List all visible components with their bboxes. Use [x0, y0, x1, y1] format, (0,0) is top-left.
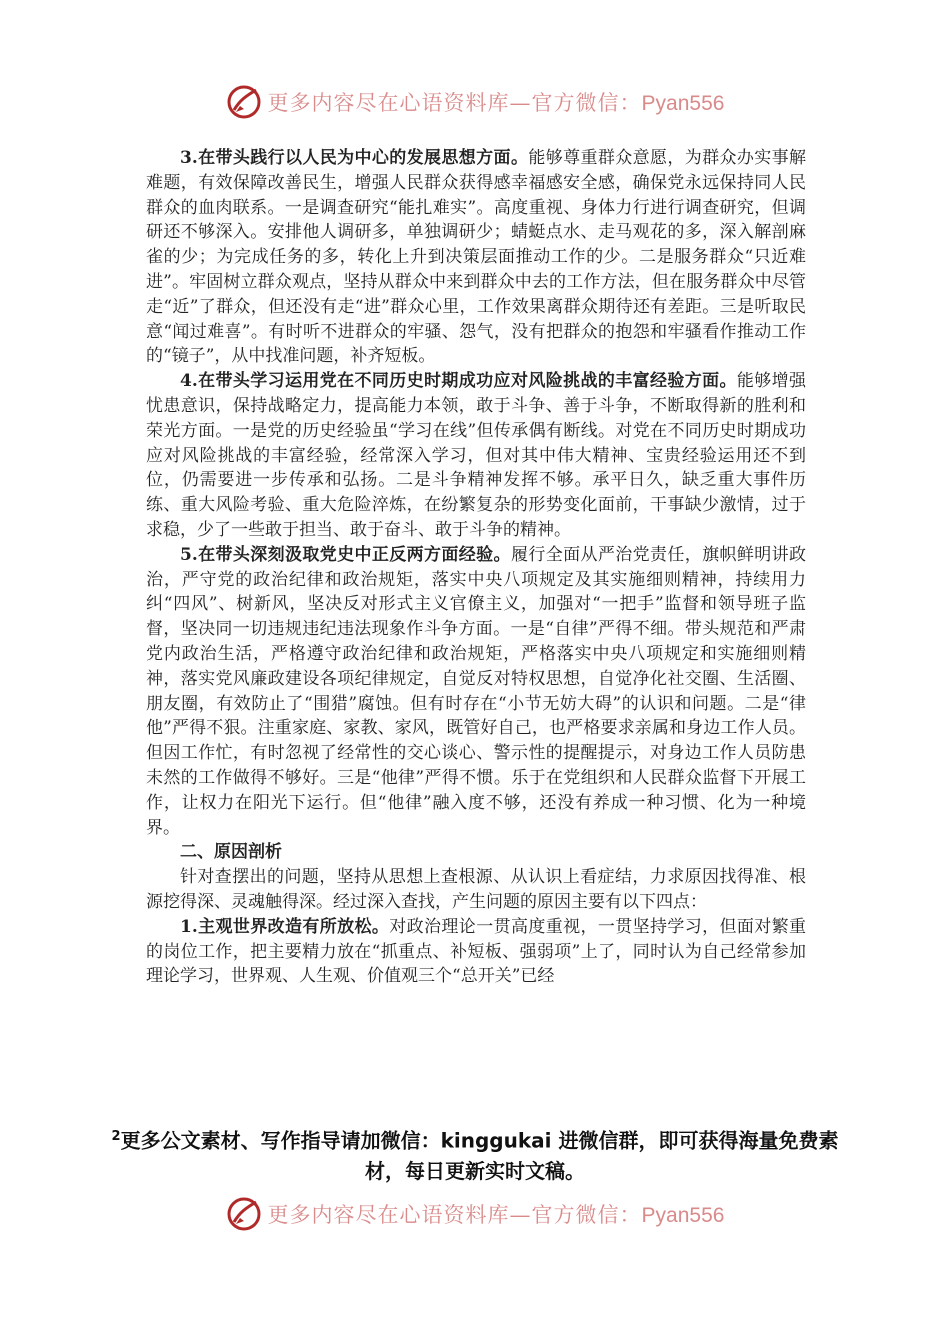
paragraph-item-3 [146, 146, 806, 369]
paragraph-lead: 5.在带头深刻汲取党史中正反两方面经验。 [180, 544, 511, 565]
cause-item-1 [146, 915, 806, 989]
footer-banner-wechat: Pyan556 [641, 1204, 725, 1227]
header-banner-text [268, 87, 725, 117]
footer-banner-label: 更多内容尽在心语资料库—官方微信： [267, 1203, 642, 1227]
section-intro: 针对查摆出的问题，坚持从思想上查根源、从认识上看症结，力求原因找得准、根源挖得深、灵魂触得深。经过深入查找，产生问题的原因主要有以下四点： [146, 867, 806, 912]
brush-logo-icon [226, 1196, 262, 1232]
section-heading: 二、原因剖析 [180, 842, 282, 863]
header-banner-wechat: Pyan556 [641, 92, 725, 115]
header-banner [0, 80, 950, 124]
paragraph-text: 履行全面从严治党责任，旗帜鲜明讲政治，严守党的政治纪律和政治规矩，落实中央八项规定及其实施细则精神，持续用力纠“四风”、树新风，坚决反对形式主义官僚主义，加强对“一把手”监督和领导班子监督，坚决同一切违规违纪违法现象作斗争方面。一是“自律”严得不细。带头规范和严肃党内政治生活，严格遵守政治纪律和政治规矩，严格落实中央八项规定和实施细则精神，落实党风廉政建设各项纪律规定，自觉反对特权思想，自觉净化社交圈、生活圈、朋友圈，有效防止了“围猎”腐蚀。但有时存在“小节无妨大碍”的认识和问题。二是“律他”严得不狠。注重家庭、家教、家风，既管好自己，也严格要求亲属和身边工作人员。但因工作忙，有时忽视了经常性的交心谈心、警示性的提醒提示，对身边工作人员防患未然的工作做得不够好。三是“他律”严得不惯。乐于在党组织和人民群众监督下开展工作，让权力在阳光下运行。但“他律”融入度不够，还没有养成一种习惯、化为一种境界。 [146, 544, 807, 838]
paragraph-lead: 3.在带头践行以人民为中心的发展思想方面。 [180, 148, 529, 168]
paragraph-text: 能够尊重群众意愿，为群众办实事解难题，有效保障改善民生，增强人民群众获得感幸福感安全感，确保党永远保持同人民群众的血肉联系。一是调查研究“能扎难实”。高度重视、身体力行进行调查研究，但调研还不够深入。安排他人调研多，单独调研少；蜻蜓点水、走马观花的多，深入解剖麻雀的少；为完成任务的多，转化上升到决策层面推动工作的少。二是服务群众“只近难进”。牢固树立群众观点，坚持从群众中来到群众中去的工作方法，但在服务群众中尽管走“近”了群众，但还没有走“进”群众心里，工作效果离群众期待还有差距。三是听取民意“闻过难喜”。有时听不进群众的牢骚、怨气，没有把群众的抱怨和牢骚看作推动工作的“镜子”，从中找准问题，补齐短板。 [146, 148, 807, 367]
document-body [146, 146, 806, 989]
page-number: 2 [111, 1129, 121, 1144]
paragraph-lead: 4.在带头学习运用党在不同历史时期成功应对风险挑战的丰富经验方面。 [180, 371, 737, 392]
header-banner-label: 更多内容尽在心语资料库—官方微信： [267, 91, 642, 115]
paragraph-item-4 [146, 369, 806, 543]
cause-lead: 1.主观世界改造有所放松。 [180, 916, 390, 937]
footer-banner-text [268, 1199, 725, 1229]
footer-banner [0, 1192, 950, 1236]
paragraph-item-5 [146, 543, 806, 841]
cause-text: 对政治理论一贯高度重视，一贯坚持学习，但面对繁重的岗位工作，把主要精力放在“抓重点、补短板、强弱项”上了，同时认为自己经常参加理论学习，世界观、人生观、价值观三个“总开关”已经 [146, 916, 807, 987]
promo-note [100, 1122, 850, 1186]
promo-text: 更多公文素材、写作指导请加微信：kinggukai 进微信群，即可获得海量免费素材，每日更新实时文稿。 [120, 1128, 839, 1183]
brush-logo-icon [226, 84, 262, 120]
paragraph-text: 能够增强忧患意识，保持战略定力，提高能力本领，敢于斗争、善于斗争，不断取得新的胜利和荣光方面。一是党的历史经验虽“学习在线”但传承偶有断线。对党在不同历史时期成功应对风险挑战的丰富经验，经常深入学习，但对其中伟大精神、宝贵经验运用还不到位，仍需要进一步传承和弘扬。二是斗争精神发挥不够。承平日久，缺乏重大事件历练、重大风险考验、重大危险淬炼，在纷繁复杂的形势变化面前，干事缺少激情，过于求稳，少了一些敢于担当、敢于奋斗、敢于斗争的精神。 [146, 371, 807, 540]
